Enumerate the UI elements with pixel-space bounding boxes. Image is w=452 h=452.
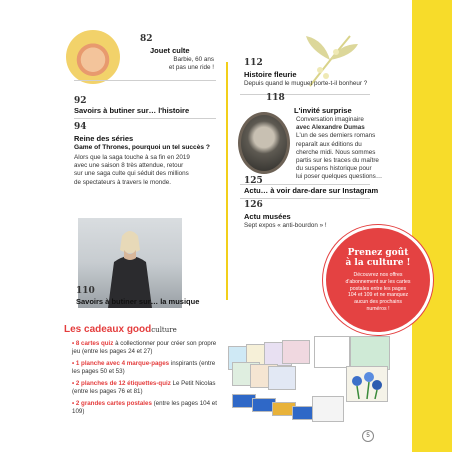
bookmark-sheet — [312, 396, 344, 422]
gift-item-text: (entre les pages 104 et 109) — [72, 400, 217, 415]
postcard-flowers — [346, 366, 388, 402]
surprise-line: du suspens historique pour — [296, 165, 372, 173]
divider — [74, 118, 216, 119]
gifts-heading — [64, 324, 177, 335]
gift-cards-illustration — [228, 336, 408, 430]
musique-title: Savoirs à butiner sur… la musique — [76, 297, 200, 306]
gifts-brand-suffix: culture — [151, 326, 177, 334]
gift-item: • 8 cartes quiz à collectionner pour créer son propre jeu (entre les pages 24 et 27) — [72, 340, 217, 355]
divider — [74, 80, 216, 81]
jouet-text-2: et pas une ride ! — [168, 64, 214, 71]
series-page-number: 94 — [74, 122, 87, 132]
quiz-card — [282, 340, 310, 364]
surprise-text — [296, 116, 416, 182]
gifts-brand: good — [126, 324, 152, 335]
divider — [240, 198, 370, 199]
musique-page-number: 110 — [76, 286, 95, 296]
column-divider — [226, 62, 228, 300]
musees-title: Actu musées — [244, 212, 291, 221]
sticker-title — [326, 248, 430, 268]
surprise-line: avec Alexandre Dumas — [296, 124, 365, 132]
gift-item: • 2 grandes cartes postales (entre les pages 104 et 109) — [72, 400, 217, 415]
instagram-page-number: 125 — [244, 176, 263, 186]
sticker-line: postales entre les pages — [349, 285, 407, 292]
surprise-page-number: 118 — [266, 93, 285, 103]
surprise-title: L'invité surprise — [294, 106, 352, 115]
sticker-line: 104 et 109 et ne manquez — [347, 292, 409, 299]
sticker-line: Découvrez nos offres — [353, 272, 403, 278]
divider — [240, 94, 370, 95]
musees-page-number: 126 — [244, 200, 263, 210]
gift-item: • 2 planches de 12 étiquettes-quiz Le Petit Nicolas (entre les pages 76 et 81) — [72, 380, 216, 395]
jouet-title: Jouet culte — [150, 46, 190, 55]
page-number: 5 — [362, 430, 374, 442]
jouet-text-1: Barbie, 60 ans — [173, 56, 214, 63]
sticker-title-line: Prenez goût — [347, 248, 409, 258]
alexandre-dumas-portrait — [238, 112, 290, 174]
sticker-line: numéros ! — [366, 305, 390, 312]
fleurie-title: Histoire fleurie — [244, 70, 297, 79]
postcard — [350, 336, 390, 370]
fleurie-text: Depuis quand le muguet porte-t-il bonheur ? — [244, 80, 368, 87]
gift-item-text: inspirants (entre les pages 50 et 53) — [72, 360, 216, 375]
barbie-photo — [66, 30, 120, 84]
series-line: Alors que la saga touche à sa fin en 2019 — [74, 154, 190, 161]
flowers-icon — [347, 367, 387, 401]
bookmark-sheet — [314, 336, 350, 368]
sticker-line: d'abonnement sur les cartes — [345, 278, 411, 285]
series-text — [74, 154, 224, 187]
sticker-line: aucun des prochains — [354, 299, 402, 306]
surprise-line: lui poser quelques questions… — [296, 173, 383, 181]
gift-item-bold: 8 cartes quiz — [75, 340, 114, 347]
surprise-line: cherche midi. Nous sommes — [296, 148, 376, 156]
surprise-line: Conversation imaginaire — [296, 116, 364, 123]
series-line: de spectateurs à travers le monde. — [74, 178, 171, 186]
jouet-page-number: 82 — [140, 34, 153, 44]
gift-item-bold: 2 planches de 12 étiquettes-quiz — [75, 380, 171, 387]
surprise-line: L'un de ses derniers romans — [296, 132, 376, 140]
surprise-line: partis sur les traces du maître — [296, 157, 379, 165]
histoire-title: Savoirs à butiner sur… l'histoire — [74, 106, 190, 115]
fleurie-page-number: 112 — [244, 58, 263, 68]
sticker-title-line: à la culture ! — [345, 258, 411, 268]
gift-item: • 1 planche avec 4 marque-pages inspirants (entre les pages 50 et 53) — [72, 360, 216, 375]
gift-item-bold: 1 planche avec 4 marque-pages — [75, 360, 170, 367]
series-line: sur une saga culte qui séduit des millions — [74, 170, 189, 178]
instagram-title: Actu… à voir dare-dare sur Instagram — [244, 186, 379, 195]
musees-text: Sept expos « anti-bourdon » ! — [244, 222, 327, 229]
series-line: avec une saison 8 très attendue, retour — [74, 162, 184, 170]
gift-item-bold: 2 grandes cartes postales — [75, 400, 152, 407]
yellow-side-band — [412, 0, 452, 452]
quiz-card — [268, 366, 296, 390]
subscription-sticker — [326, 228, 430, 332]
surprise-line: reparaît aux éditions du — [296, 140, 362, 148]
gift-item-text: Le Petit Nicolas (entre les pages 76 et 81) — [72, 380, 216, 395]
sticker-text — [336, 272, 420, 313]
gift-item-text: à collectionner pour créer son propre jeu (entre les pages 24 et 27) — [72, 340, 217, 355]
series-question: Game of Thrones, pourquoi un tel succès ? — [74, 144, 210, 151]
series-title: Reine des séries — [74, 134, 134, 143]
histoire-page-number: 92 — [74, 96, 87, 106]
gifts-heading-text: Les cadeaux — [64, 324, 125, 335]
